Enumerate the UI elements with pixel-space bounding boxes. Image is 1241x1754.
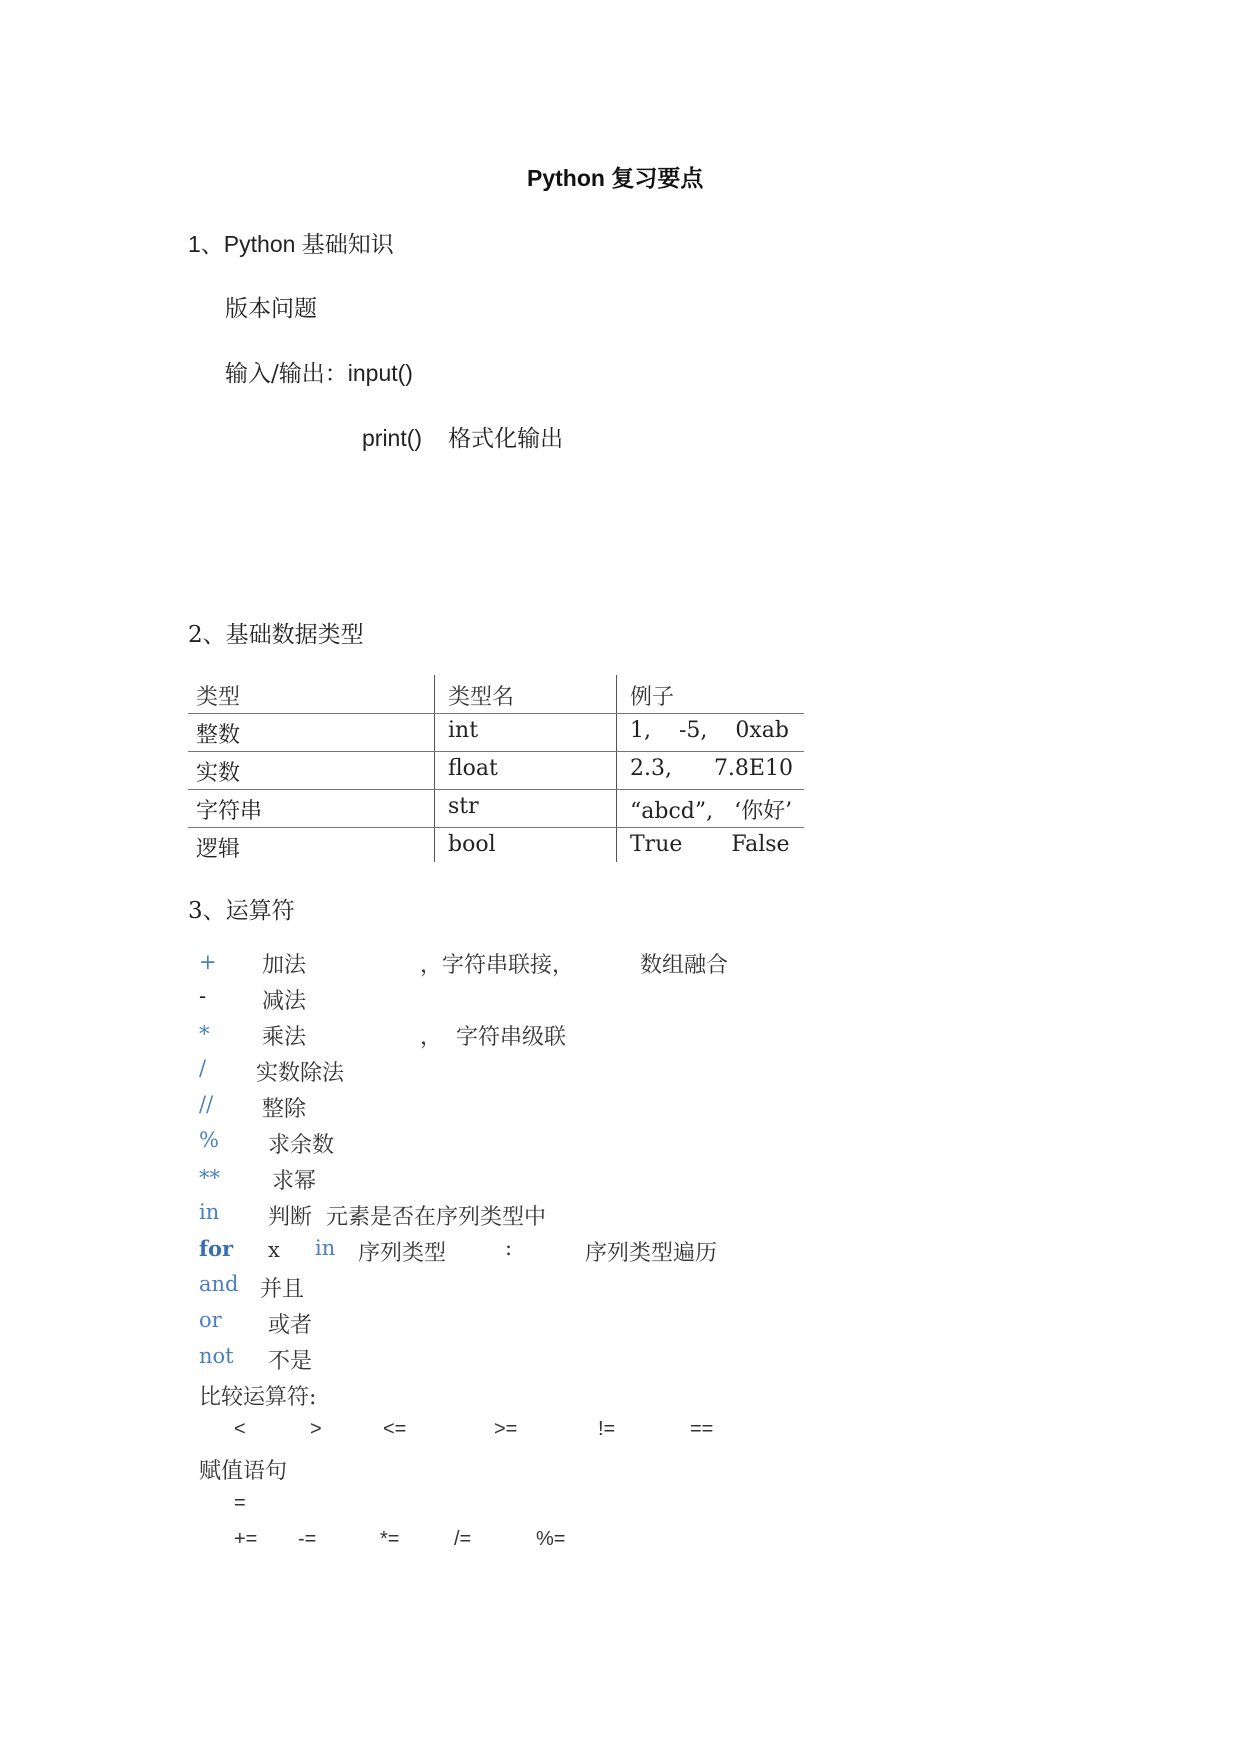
- op-mod-symbol: %: [199, 1128, 219, 1152]
- op-not-symbol: not: [199, 1344, 234, 1368]
- op-mul-symbol: *: [199, 1022, 210, 1046]
- table-header: 例子: [630, 685, 675, 710]
- table-cell: 2.3, 7.8E10: [630, 756, 793, 781]
- table-cell: True False: [630, 832, 790, 857]
- print-item: [362, 420, 563, 453]
- op-for-in: in: [315, 1236, 336, 1260]
- compare-op: !=: [598, 1418, 616, 1440]
- table-divider: [188, 751, 804, 752]
- assign-op: *=: [380, 1528, 400, 1550]
- table-divider: [434, 675, 435, 862]
- section-2-heading: 2、基础数据类型: [188, 622, 364, 648]
- section-3-heading: 3、运算符: [188, 898, 295, 924]
- op-minus-desc: 减法: [262, 989, 307, 1014]
- page-title: Python 复习要点: [527, 165, 704, 191]
- assign-op: /=: [454, 1528, 472, 1550]
- op-mul-extra: ， 字符串级联: [420, 1025, 566, 1050]
- op-for-keyword: for: [199, 1236, 234, 1261]
- op-for-desc: 序列类型遍历: [585, 1241, 718, 1266]
- table-cell: 字符串: [196, 799, 263, 824]
- compare-op: ==: [690, 1418, 714, 1440]
- format-output: 格式化输出: [448, 426, 564, 452]
- op-minus-symbol: -: [199, 984, 207, 1008]
- compare-op: <: [234, 1418, 246, 1440]
- table-cell: 整数: [196, 723, 241, 748]
- op-and-symbol: and: [199, 1272, 239, 1296]
- io-item: [225, 355, 413, 388]
- op-plus-extra: ，字符串联接，: [420, 953, 575, 978]
- op-or-symbol: or: [199, 1308, 222, 1332]
- op-mod-desc: 求余数: [268, 1133, 335, 1158]
- assign-op: -=: [298, 1528, 317, 1550]
- table-divider: [188, 789, 804, 790]
- op-div-symbol: /: [199, 1056, 207, 1080]
- op-for-colon: :: [505, 1236, 513, 1260]
- op-mul-desc: 乘法: [262, 1025, 307, 1050]
- op-pow-symbol: **: [199, 1166, 220, 1190]
- assign-op: %=: [536, 1528, 566, 1550]
- op-plus-desc: 加法: [262, 953, 307, 978]
- op-div-desc: 实数除法: [256, 1061, 345, 1086]
- section-1-heading: 1、Python 基础知识: [188, 231, 394, 257]
- op-pow-desc: 求幂: [272, 1169, 317, 1194]
- compare-op: >=: [494, 1418, 518, 1440]
- io-label: 输入/输出：: [225, 361, 348, 387]
- op-not-desc: 不是: [268, 1349, 313, 1374]
- op-or-desc: 或者: [268, 1313, 313, 1338]
- table-header: 类型: [196, 685, 241, 710]
- table-cell: 逻辑: [196, 837, 241, 862]
- compare-op: <=: [383, 1418, 407, 1440]
- print-fn: print(): [362, 425, 423, 451]
- op-in-symbol: in: [199, 1200, 220, 1224]
- assign-op: +=: [234, 1528, 258, 1550]
- table-cell: 1, -5, 0xab: [630, 718, 789, 743]
- op-for-var: x: [268, 1238, 280, 1262]
- table-divider: [188, 827, 804, 828]
- table-cell: “abcd”, ‘你好’: [630, 799, 793, 824]
- assign-label: 赋值语句: [199, 1459, 288, 1484]
- op-for-seq: 序列类型: [358, 1241, 447, 1266]
- op-plus-symbol: +: [199, 950, 217, 974]
- assign-op: =: [234, 1492, 246, 1514]
- table-header: 类型名: [448, 685, 515, 710]
- compare-label: 比较运算符:: [199, 1385, 317, 1410]
- table-divider: [188, 713, 804, 714]
- op-in-desc: 判断 元素是否在序列类型中: [268, 1205, 546, 1230]
- version-item: 版本问题: [225, 296, 317, 322]
- table-cell: str: [448, 794, 479, 819]
- op-floordiv-symbol: //: [199, 1092, 214, 1116]
- data-type-table: [188, 675, 804, 862]
- table-cell: int: [448, 718, 479, 743]
- table-cell: 实数: [196, 761, 241, 786]
- compare-op: >: [310, 1418, 322, 1440]
- op-floordiv-desc: 整除: [262, 1097, 307, 1122]
- table-cell: bool: [448, 832, 496, 857]
- table-divider: [616, 675, 617, 862]
- table-cell: float: [448, 756, 498, 781]
- op-and-desc: 并且: [260, 1277, 305, 1302]
- input-fn: input(): [347, 360, 413, 386]
- op-plus-extra: 数组融合: [640, 953, 729, 978]
